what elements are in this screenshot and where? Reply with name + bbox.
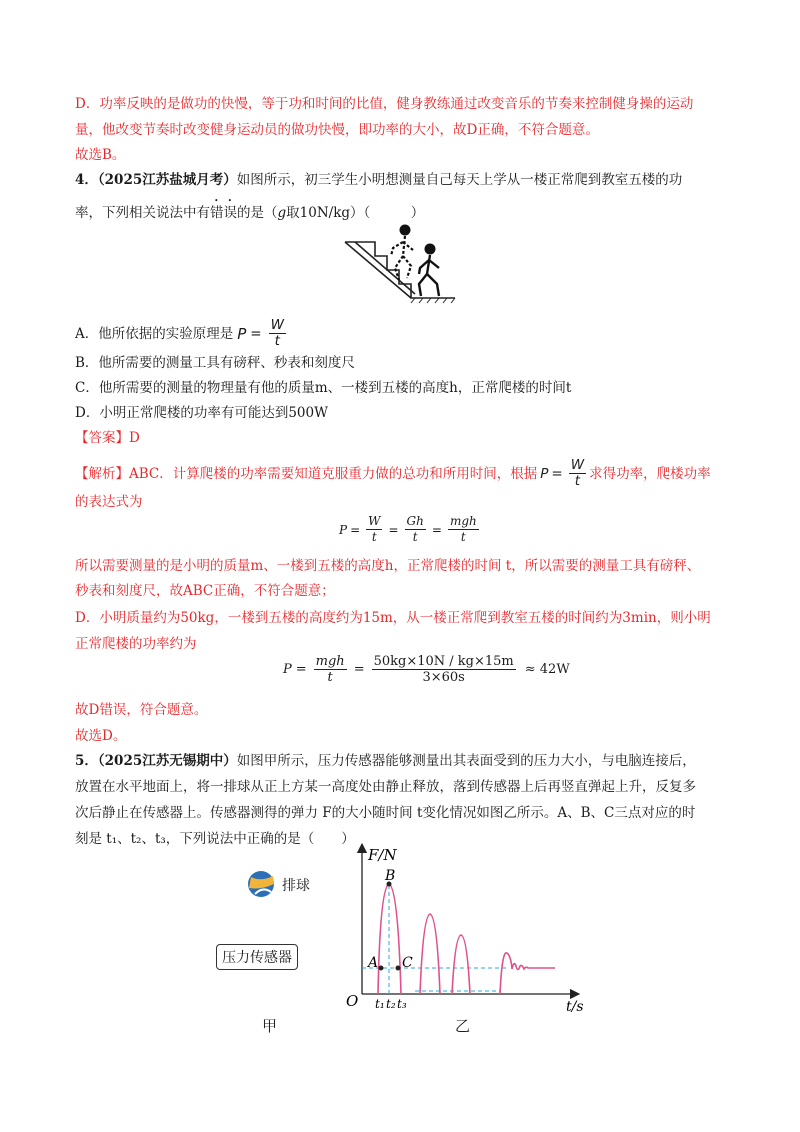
q4-g: g [277, 205, 287, 221]
q4-option-a: A．他所依据的实验原理是 P = $\frac{W}{t}$ [75, 317, 284, 349]
eq2-result: ≈ 42W [524, 662, 570, 677]
power-formula-equation: P = $\frac{W}{t}$ = $\frac{Gh}{t}$ = $\frac{\text{mgh}}{t}$ [339, 514, 477, 544]
point-c-marker [396, 966, 401, 971]
q4-conclusion: 故D错误，符合题意。 [75, 702, 208, 718]
point-a-label: A [368, 955, 379, 971]
q4-source: （2025江苏盐城月考） [97, 172, 237, 188]
stair-climber-figure [335, 222, 460, 304]
q4-analysis-line4: 秒表和刻度尺，故ABC正确，不符合题意； [75, 583, 335, 599]
pressure-sensor-box: 压力传感器 [216, 944, 298, 970]
q5-stem1: 如图甲所示，压力传感器能够测量出其表面受到的压力大小，与电脑连接后， [236, 753, 696, 769]
q3-option-d-line2: 量，他改变节奏时改变健身运动员的做功快慢，即功率的大小，故D正确，不符合题意。 [75, 122, 599, 138]
q5-stem-line4: 刻是 t₁、t₂、t₃，下列说法中正确的是（ ） [75, 831, 355, 847]
volleyball-label: 排球 [282, 878, 310, 894]
q5-stem-line2: 放置在水平地面上，将一排球从正上方某一高度处由静止释放，落到传感器上后再竖直弹起上升，反复多 [75, 779, 696, 795]
q4-number: 4． [75, 172, 98, 188]
point-b-label: B [385, 868, 396, 884]
q3-answer: 故选B。 [75, 147, 126, 163]
q4-answer: 【答案】D [75, 430, 140, 446]
q4-option-b: B．他所需要的测量工具有磅秤、秒表和刻度尺 [75, 355, 355, 371]
q4-analysis-line2: 的表达式为 [75, 494, 143, 510]
q5-stem-line1 [75, 751, 696, 771]
q5-source: （2025江苏无锡期中） [97, 753, 237, 769]
q4-emphasis: 错误 [210, 205, 237, 221]
tick-t2: t₂ [386, 997, 396, 1011]
q3-option-d-line1: D．功率反映的是做功的快慢，等于功和时间的比值，健身教练通过改变音乐的节奏来控制健身操的运动 [75, 96, 694, 112]
eq2-numerator: 50kg×10N / kg×15m [373, 654, 514, 669]
q4-option-d: D．小明正常爬楼的功率有可能达到500W [75, 405, 328, 421]
q4-final-answer: 故选D。 [75, 728, 127, 744]
q4-option-c: C．他所需要的测量的物理量有他的质量m、一楼到五楼的高度h，正常爬楼的时间t [75, 380, 572, 396]
y-axis-label: F/N [368, 846, 397, 864]
q4-stem2a: 率，下列相关说法中有 [75, 205, 210, 221]
figure-jia-caption: 甲 [262, 1017, 278, 1035]
force-curve [378, 884, 555, 994]
force-time-graph [340, 838, 600, 1016]
origin-label: O [346, 992, 359, 1010]
q4-analysis-line5: D．小明质量约为50kg，一楼到五楼的高度约为15m，从一楼正常爬到教室五楼的时间约为3min，则小明 [75, 610, 711, 626]
q4-stem1: 如图所示，初三学生小明想测量自己每天上学从一楼正常爬到教室五楼的功 [236, 172, 683, 188]
q4-analysis-line6: 正常爬楼的功率约为 [75, 636, 197, 652]
q4-analysis-line1: 【解析】ABC．计算爬楼的功率需要知道克服重力做的总功和所用时间，根据 P = $\frac{W}{t}$ 求得功率，爬楼功率 [75, 457, 711, 489]
power-calculation-equation: P = $\frac{\text{mgh}}{t}$ = $\frac{50kg\times 10N / kg\times 15m}{3\times 60s}$ ≈ 42W [283, 654, 570, 685]
q4-analysis-line3: 所以需要测量的是小明的质量m、一楼到五楼的高度h，正常爬楼的时间 t，所以需要的测量工具有磅秤、 [75, 558, 701, 574]
q5-number: 5． [75, 753, 98, 769]
q4-analysis1a: 【解析】ABC．计算爬楼的功率需要知道克服重力做的总功和所用时间，根据 [75, 465, 538, 482]
eq2-denominator: 3×60s [422, 670, 465, 685]
point-a-marker [379, 966, 384, 971]
point-c-label: C [402, 955, 413, 971]
q4-analysis1b: 求得功率，爬楼功率 [589, 465, 711, 482]
q5-stem-line3: 次后静止在传感器上。传感器测得的弹力 F的大小随时间 t变化情况如图乙所示。A、B、C三点对应的时 [75, 805, 696, 821]
volleyball-icon [245, 868, 277, 900]
q4-stem-line2 [75, 197, 424, 223]
q4-stem2b: 的是（ [237, 205, 278, 221]
tick-t3: t₃ [397, 997, 407, 1011]
tick-t1: t₁ [375, 997, 385, 1011]
q4-option-a-text: A．他所依据的实验原理是 [75, 325, 234, 342]
x-axis-label: t/s [566, 999, 584, 1015]
figure-yi-caption: 乙 [455, 1017, 471, 1035]
q4-stem2c: 取10N/kg）（ ） [286, 205, 425, 221]
q4-stem-line1 [75, 170, 682, 190]
